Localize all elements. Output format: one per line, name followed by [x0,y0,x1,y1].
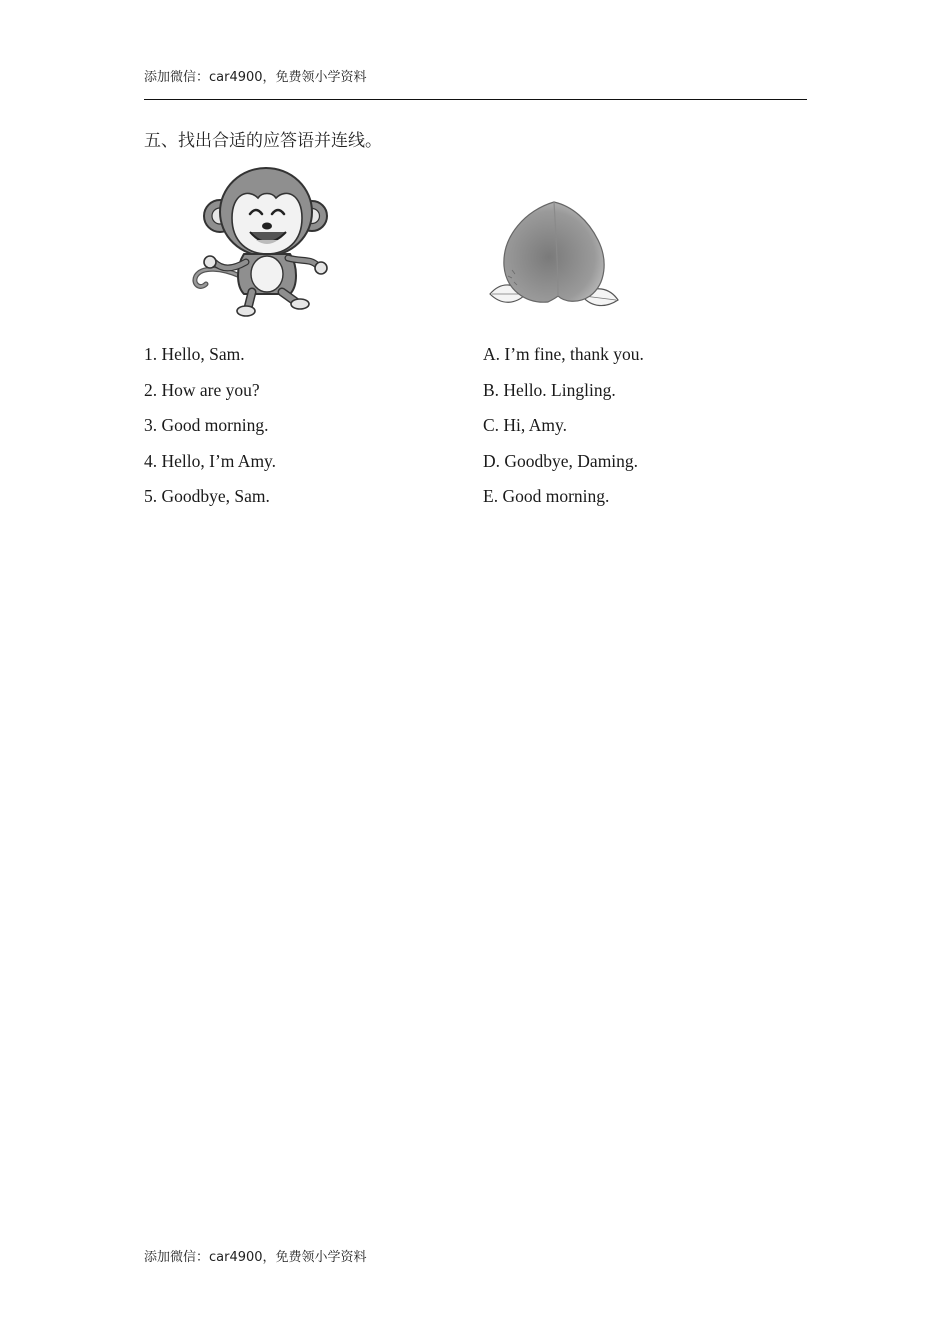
question-column [144,341,276,519]
answer-item: D. Goodbye, Daming. [483,450,639,471]
question-item: 1. Hello, Sam. [144,344,245,364]
section-title: 五、找出合适的应答语并连线。 [144,131,382,151]
peach-icon [486,196,622,318]
question-item: 4. Hello, I’m Amy. [144,450,277,471]
question-item: 5. Goodbye, Sam. [144,486,270,506]
question-item: 3. Good morning. [144,415,269,435]
answer-item: B. Hello. Lingling. [483,379,616,400]
header-note: 添加微信：car4900，免费领小学资料 [144,70,367,85]
answer-item: A. I’m fine, thank you. [483,344,644,364]
answer-item: C. Hi, Amy. [483,415,567,435]
question-item: 2. How are you? [144,379,260,400]
header-divider [144,99,807,100]
footer-note: 添加微信：car4900，免费领小学资料 [144,1250,367,1265]
answer-column [483,341,644,519]
answer-item: E. Good morning. [483,486,610,506]
monkey-icon [192,158,330,318]
